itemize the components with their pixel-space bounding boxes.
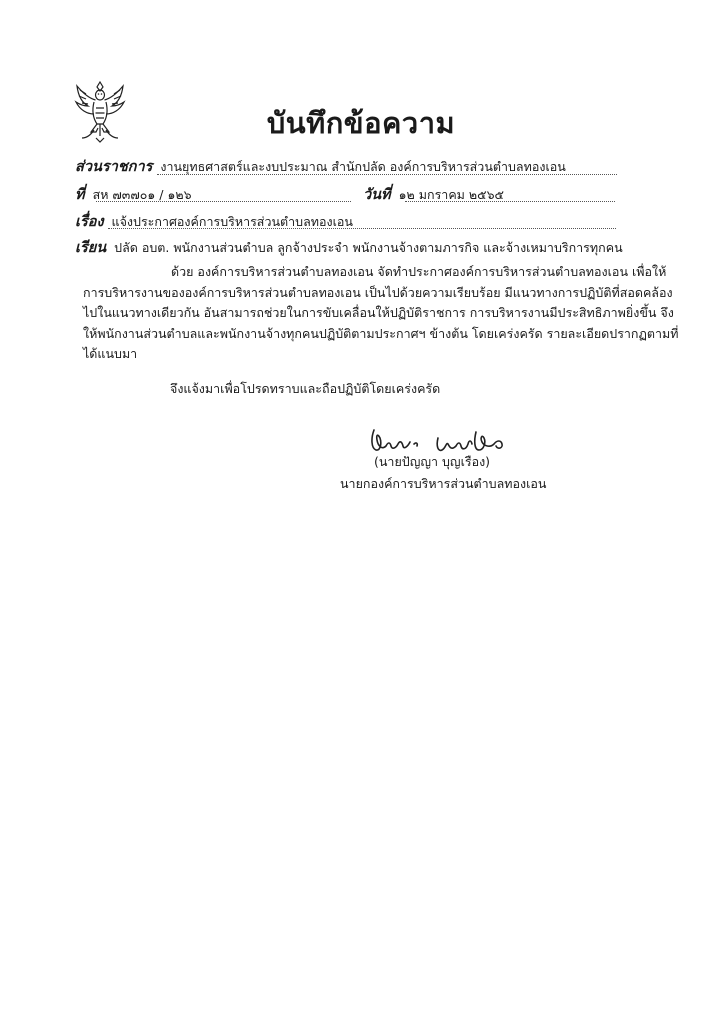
body-line: การบริหารงานขององค์การบริหารส่วนตำบลทองเอน เป็นไปด้วยความเรียบร้อย มีแนวทางการปฏิบัติที่สอดคล้อง <box>83 284 673 300</box>
addressee-row <box>75 236 623 259</box>
closing-line: จึงแจ้งมาเพื่อโปรดทราบและถือปฏิบัติโดยเคร่งครัด <box>170 381 441 396</box>
reference-dotted-line <box>96 201 351 202</box>
addressee-label: เรียน <box>75 240 107 256</box>
subject-dotted-line <box>108 228 616 229</box>
signatory-position: นายกองค์การบริหารส่วนตำบลทองเอน <box>340 476 547 491</box>
reference-row <box>75 183 192 206</box>
date-row <box>363 183 504 206</box>
body-paragraph <box>83 262 679 365</box>
subject-label: เรื่อง <box>75 214 104 230</box>
department-label: ส่วนราชการ <box>75 159 153 175</box>
subject-value: แจ้งประกาศองค์การบริหารส่วนตำบลทองเอน <box>111 214 353 229</box>
date-value: ๑๒ มกราคม ๒๕๖๕ <box>398 187 504 202</box>
body-line: ได้แนบมา <box>83 346 138 361</box>
date-label: วันที่ <box>363 187 391 203</box>
reference-value: สห ๗๓๗๐๑ / ๑๒๖ <box>92 187 192 202</box>
reference-label: ที่ <box>75 187 85 203</box>
body-line: ไปในแนวทางเดียวกัน อันสามารถช่วยในการขับเคลื่อนให้ปฏิบัติราชการ การบริหารงานมีประสิทธิภาพยิ่งขึ้น จึง <box>83 305 674 320</box>
subject-row <box>75 210 353 233</box>
body-line: ให้พนักงานส่วนตำบลและพนักงานจ้างทุกคนปฏิบัติตามประกาศฯ ข้างต้น โดยเคร่งครัด รายละเอียดปรากฏตามที่ <box>83 325 679 341</box>
memo-title: บันทึกข้อความ <box>266 106 456 140</box>
signatory-name: (นายปัญญา บุญเรือง) <box>374 454 491 469</box>
department-value: งานยุทธศาสตร์และงบประมาณ สำนักปลัด องค์การบริหารส่วนตำบลทองเอน <box>160 159 566 174</box>
date-dotted-line <box>405 201 615 202</box>
addressee-value: ปลัด อบต. พนักงานส่วนตำบล ลูกจ้างประจำ พนักงานจ้างตามภารกิจ และจ้างเหมาบริการทุกคน <box>114 240 623 255</box>
body-line: ด้วย องค์การบริหารส่วนตำบลทองเอน จัดทำประกาศองค์การบริหารส่วนตำบลทองเอน เพื่อให้ <box>171 264 667 279</box>
department-dotted-line <box>157 174 617 175</box>
